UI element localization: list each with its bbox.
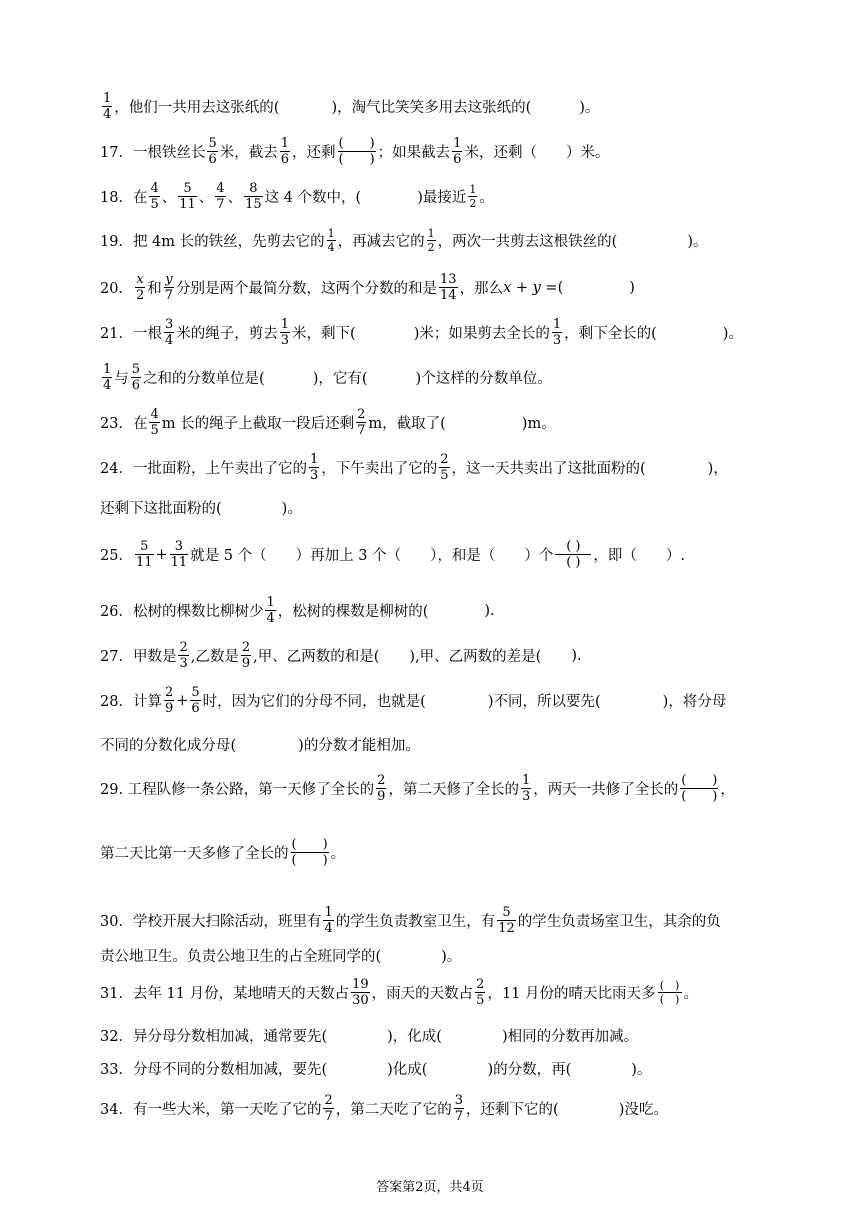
denominator: 6 — [453, 152, 462, 167]
question-text: ). — [484, 602, 495, 619]
question-text: 分别是两个最简分数，这两个分数的和是 — [176, 281, 438, 297]
question-24-line1 — [100, 453, 764, 482]
question-25 — [100, 540, 764, 569]
fraction — [376, 774, 386, 803]
question-text: m 长的绳子上截取一段后还剩 — [161, 416, 355, 432]
numerator: 4 — [216, 181, 225, 196]
question-text: 18．在 — [100, 190, 148, 206]
numerator: ( ) — [681, 773, 718, 788]
question-29-line1 — [100, 774, 764, 803]
question-text: )，淘气比笑笑多用去这张纸的( — [331, 100, 532, 116]
denominator: ( ) — [658, 992, 682, 1005]
question-text: ，那么 — [459, 281, 504, 297]
question-text: ，两天一共修了全长的 — [533, 782, 679, 798]
numerator: 2 — [476, 977, 485, 992]
numerator: 4 — [150, 407, 159, 422]
question-text: )。 — [631, 1062, 652, 1078]
numerator: 2 — [324, 1093, 333, 1108]
question-text: ,乙数是 — [190, 649, 239, 665]
numerator: ( ) — [291, 837, 328, 852]
question-17 — [100, 137, 764, 166]
denominator: 9 — [164, 701, 174, 716]
question-text: ，松树的棵数是柳树的( — [277, 604, 429, 620]
question-text: ，还剩 — [292, 145, 336, 161]
question-text: 31．去年 11 月份，某地晴天的天数占 — [100, 986, 350, 1002]
numerator: 2 — [377, 773, 386, 788]
denominator: 4 — [164, 333, 174, 348]
fraction — [309, 453, 319, 482]
fraction — [164, 273, 174, 302]
question-text: )。 — [281, 501, 302, 517]
denominator: ( ) — [555, 554, 591, 569]
numerator: 1 — [103, 91, 112, 106]
question-30-line2 — [100, 945, 764, 966]
denominator: 14 — [440, 288, 457, 303]
question-text: 。 — [479, 190, 494, 206]
denominator: 5 — [476, 993, 485, 1008]
numerator: 5 — [191, 685, 200, 700]
question-text: m，截取了( — [368, 416, 446, 432]
question-23 — [100, 408, 764, 437]
question-text: 24．一批面粉，上午卖出了它的 — [100, 461, 307, 477]
numerator: 1 — [552, 317, 562, 332]
question-21 — [100, 318, 764, 347]
numerator: 5 — [502, 905, 511, 920]
denominator: 7 — [324, 1109, 333, 1124]
numerator: 13 — [440, 272, 457, 287]
question-text: 32．异分母分数相加减，通常要先( — [100, 1029, 328, 1045]
page-footer: 答案第2页，共4页 — [376, 1180, 484, 1195]
question-text: 27．甲数是 — [100, 649, 177, 665]
numerator: 3 — [164, 317, 174, 332]
numerator: 2 — [440, 452, 449, 467]
question-text: ，即（ ）. — [593, 548, 685, 564]
question-text: + — [176, 692, 189, 709]
numerator: 2 — [164, 685, 174, 700]
question-28-line2 — [100, 734, 764, 755]
question-text: ，雨天的天数占 — [371, 986, 474, 1002]
denominator: 4 — [103, 378, 112, 393]
question-text: 、 — [227, 190, 243, 206]
numerator: 3 — [174, 539, 184, 554]
numerator: 1 — [521, 773, 531, 788]
question-text: )的分数才能相加。 — [298, 738, 420, 754]
question-text: )m。 — [521, 416, 556, 432]
numerator: 3 — [454, 1093, 464, 1108]
numerator: 2 — [179, 640, 188, 655]
numerator: x — [136, 272, 144, 287]
question-text: ) — [629, 279, 635, 296]
question-text: 33．分母不同的分数相加减，要先( — [100, 1062, 328, 1078]
numerator: y — [165, 272, 173, 287]
question-24-line2 — [100, 497, 764, 518]
question-text: 米，还剩（ ）米。 — [464, 145, 610, 161]
numerator: ( ) — [566, 539, 581, 554]
fraction — [280, 318, 290, 347]
numerator: 5 — [140, 539, 149, 554]
denominator: 2 — [427, 241, 435, 254]
question-text: )米；如果剪去全长的 — [413, 326, 550, 342]
fraction — [452, 137, 462, 166]
question-30-line1 — [100, 906, 764, 935]
numerator: 1 — [453, 136, 462, 151]
fraction — [280, 137, 290, 166]
numerator: ( ) — [659, 979, 680, 992]
fraction — [190, 686, 200, 715]
question-text: 米，截去 — [219, 145, 278, 161]
fraction — [497, 906, 516, 935]
numerator: 1 — [324, 905, 333, 920]
denominator: 7 — [357, 423, 366, 438]
denominator: 5 — [150, 197, 159, 212]
fraction-blank — [338, 137, 376, 166]
numerator: ( ) — [338, 136, 375, 151]
question-text: 、 — [161, 190, 177, 206]
denominator: 3 — [552, 333, 562, 348]
denominator: 15 — [245, 197, 262, 212]
question-text: ,甲、乙两数的和是( — [253, 649, 380, 665]
numerator: 1 — [327, 227, 335, 240]
question-text: 19．把 4m 长的铁丝，先剪去它的 — [100, 234, 325, 250]
fraction — [439, 453, 449, 482]
denominator: 9 — [241, 656, 251, 671]
denominator: 4 — [327, 241, 335, 254]
question-text: 时，因为它们的分母不同，也就是( — [202, 694, 426, 710]
denominator: 6 — [131, 378, 141, 393]
denominator: 4 — [103, 107, 112, 122]
numerator: 1 — [280, 317, 290, 332]
numerator: 2 — [357, 407, 366, 422]
fraction-blank — [680, 774, 718, 803]
numerator: 2 — [241, 640, 251, 655]
denominator: 12 — [498, 921, 515, 936]
question-text: ). — [571, 647, 582, 664]
question-19 — [100, 228, 764, 253]
question-22 — [100, 363, 764, 392]
question-32 — [100, 1025, 764, 1046]
fraction — [323, 906, 333, 935]
fraction — [244, 182, 263, 211]
fraction — [356, 408, 366, 437]
question-31 — [100, 978, 764, 1007]
fraction — [102, 92, 112, 121]
question-text: )不同，所以要先( — [487, 694, 601, 710]
question-text: 23．在 — [100, 416, 148, 432]
question-text: 。 — [330, 846, 346, 862]
question-29-line2 — [100, 838, 764, 867]
denominator: 4 — [324, 921, 333, 936]
question-text: ，还剩下它的( — [466, 1102, 559, 1118]
denominator: 30 — [352, 993, 369, 1008]
fraction — [207, 137, 217, 166]
fraction — [178, 641, 188, 670]
denominator: 11 — [135, 555, 153, 570]
question-text: )。 — [687, 234, 708, 250]
fraction — [135, 540, 154, 569]
fraction — [552, 318, 562, 347]
question-text: 28．计算 — [100, 694, 162, 710]
question-18 — [100, 182, 764, 211]
question-text: 34．有一些大米，第一天吃了它的 — [100, 1102, 322, 1118]
denominator: 4 — [266, 611, 275, 626]
denominator: 7 — [216, 197, 225, 212]
denominator: 3 — [179, 656, 188, 671]
question-text: 25． — [100, 548, 133, 564]
fraction-blank — [555, 540, 591, 569]
numerator: 1 — [309, 452, 319, 467]
denominator: 5 — [440, 468, 449, 483]
question-text: 17．一根铁丝长 — [100, 145, 206, 161]
question-text: ，下午卖出了它的 — [321, 461, 438, 477]
question-text: )个这样的分数单位。 — [415, 371, 552, 387]
fraction — [265, 596, 275, 625]
question-16-continued — [100, 92, 764, 121]
fraction — [427, 228, 436, 253]
denominator: 2 — [469, 197, 477, 210]
question-text: 的学生负责场室卫生，其余的负 — [517, 914, 721, 930]
fraction — [149, 182, 159, 211]
fraction — [327, 228, 336, 253]
question-text: )，它有( — [312, 371, 368, 387]
fraction — [323, 1094, 333, 1123]
question-text: )相同的分数再加减。 — [501, 1029, 639, 1045]
numerator: 5 — [183, 181, 192, 196]
numerator: 4 — [150, 181, 159, 196]
denominator: 2 — [135, 288, 145, 303]
question-text: ；如果截去 — [377, 145, 451, 161]
question-text: ，第二天修了全长的 — [388, 782, 519, 798]
question-text: ),甲、乙两数的差是( — [409, 649, 542, 665]
question-20 — [100, 273, 764, 302]
question-text: 20． — [100, 281, 133, 297]
question-text: )最接近 — [417, 190, 467, 206]
denominator: 11 — [179, 197, 196, 212]
question-text: )，将分母 — [662, 694, 727, 710]
fraction — [468, 184, 477, 209]
numerator: 1 — [266, 595, 275, 610]
question-text: 和 — [147, 281, 162, 297]
question-text: )化成( — [387, 1062, 428, 1078]
fraction — [454, 1094, 464, 1123]
question-33 — [100, 1058, 764, 1079]
denominator: ( ) — [681, 789, 718, 804]
denominator: 3 — [309, 468, 319, 483]
fraction — [131, 363, 141, 392]
question-text: )。 — [579, 100, 600, 116]
question-text: )。 — [722, 326, 743, 342]
fraction — [164, 318, 174, 347]
fraction — [439, 273, 458, 302]
question-text: 还剩下这批面粉的( — [100, 501, 222, 517]
question-text: 。 — [683, 986, 699, 1002]
question-text: ( — [557, 279, 564, 296]
question-text: ，11 月份的晴天比雨天多 — [487, 986, 656, 1002]
question-text: 这 4 个数中，( — [264, 190, 362, 206]
fraction — [178, 182, 197, 211]
denominator: 6 — [191, 701, 200, 716]
denominator: 7 — [164, 288, 174, 303]
question-34 — [100, 1094, 764, 1123]
question-text: ，第二天吃了它的 — [335, 1102, 452, 1118]
question-28-line1 — [100, 686, 764, 715]
question-text: ， — [720, 782, 735, 798]
fraction — [135, 273, 145, 302]
fraction — [521, 774, 531, 803]
denominator: 7 — [454, 1109, 464, 1124]
denominator: 6 — [280, 152, 290, 167]
denominator: ( ) — [338, 152, 375, 167]
denominator: 11 — [170, 555, 188, 570]
fraction-blank — [291, 838, 329, 867]
numerator: 19 — [352, 977, 369, 992]
numerator: 1 — [427, 227, 435, 240]
fraction — [164, 686, 174, 715]
fraction — [170, 540, 189, 569]
fraction-blank — [658, 980, 682, 1005]
denominator: 5 — [150, 423, 159, 438]
question-text: ，再减去它的 — [337, 234, 425, 250]
fraction — [102, 363, 112, 392]
question-text: 米的绳子，剪去 — [176, 326, 278, 342]
question-27 — [100, 641, 764, 670]
question-text: 21．一根 — [100, 326, 162, 342]
numerator: 5 — [208, 136, 217, 151]
denominator: 3 — [521, 789, 531, 804]
question-text: 、 — [198, 190, 214, 206]
denominator: 9 — [377, 789, 386, 804]
question-text: 就是 5 个（ ）再加上 3 个（ ），和是（ ）个 — [190, 548, 554, 564]
question-text: 30．学校开展大扫除活动，班里有 — [100, 914, 322, 930]
question-text: 29. 工程队修一条公路，第一天修了全长的 — [100, 782, 375, 798]
question-text: )的分数，再( — [487, 1062, 572, 1078]
fraction — [215, 182, 225, 211]
question-text: )， — [707, 461, 728, 477]
question-text: 责公地卫生。负责公地卫生的占全班同学的( — [100, 949, 382, 965]
math-expression: x + y = — [503, 279, 558, 296]
denominator: ( ) — [291, 853, 328, 868]
question-26 — [100, 596, 764, 625]
question-text: ，剩下全长的( — [564, 326, 657, 342]
fraction — [351, 978, 370, 1007]
denominator: 3 — [280, 333, 290, 348]
question-text: )。 — [441, 949, 462, 965]
numerator: 1 — [469, 183, 477, 196]
question-text: 之和的分数单位是( — [143, 371, 265, 387]
question-text: + — [155, 546, 168, 563]
numerator: 8 — [249, 181, 258, 196]
fraction — [241, 641, 251, 670]
question-text: ，这一天共卖出了这批面粉的( — [451, 461, 646, 477]
numerator: 5 — [131, 362, 141, 377]
fraction — [149, 408, 159, 437]
question-text: ，他们一共用去这张纸的( — [114, 100, 280, 116]
question-text: )，化成( — [387, 1029, 442, 1045]
question-text: ，两次一共剪去这根铁丝的( — [437, 234, 618, 250]
question-text: 26．松树的棵数比柳树少 — [100, 604, 264, 620]
numerator: 1 — [280, 136, 290, 151]
question-text: )没吃。 — [618, 1102, 668, 1118]
question-text: 不同的分数化成分母( — [100, 738, 237, 754]
question-text: 第二天比第一天多修了全长的 — [100, 846, 289, 862]
question-text: 的学生负责教室卫生，有 — [335, 914, 496, 930]
question-text: 与 — [114, 371, 129, 387]
numerator: 1 — [103, 362, 112, 377]
denominator: 6 — [208, 152, 217, 167]
question-text: 米，剩下( — [292, 326, 356, 342]
fraction — [475, 978, 485, 1007]
